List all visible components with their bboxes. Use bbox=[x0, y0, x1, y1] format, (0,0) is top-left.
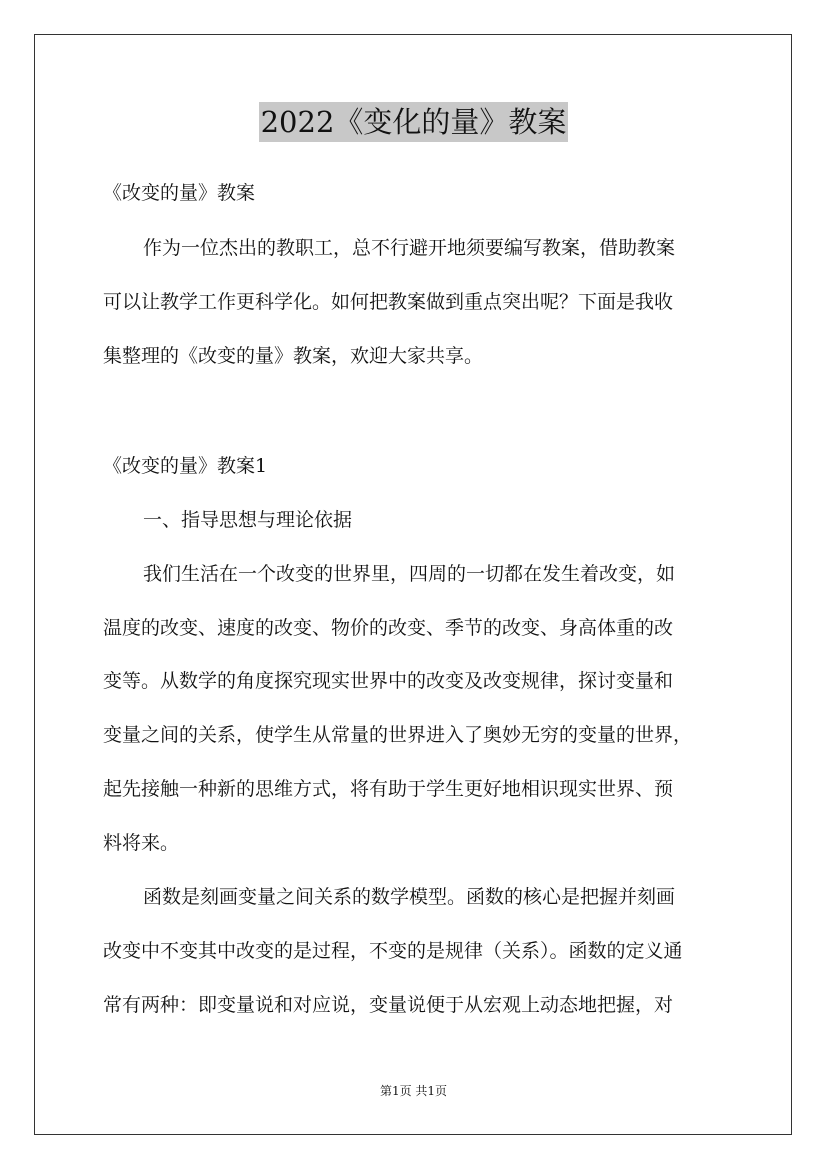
paragraph2-line-1: 函数是刻画变量之间关系的数学模型。函数的核心是把握并刻画 bbox=[143, 886, 676, 908]
title-wrap bbox=[0, 102, 827, 142]
paragraph1-line-5: 起先接触一种新的思维方式，将有助于学生更好地相识现实世界、预 bbox=[103, 778, 674, 800]
intro-line-1: 作为一位杰出的教职工，总不行避开地须要编写教案，借助教案 bbox=[143, 237, 676, 259]
intro-line-3: 集整理的《改变的量》教案，欢迎大家共享。 bbox=[103, 345, 484, 367]
paragraph2-line-2: 改变中不变其中改变的是过程，不变的是规律（关系）。函数的定义通 bbox=[103, 940, 683, 962]
paragraph2-line-3: 常有两种：即变量说和对应说，变量说便于从宏观上动态地把握，对 bbox=[103, 994, 674, 1016]
page-footer: 第1页 共1页 bbox=[379, 1084, 448, 1098]
intro-line-2: 可以让教学工作更科学化。如何把教案做到重点突出呢？下面是我收 bbox=[103, 291, 674, 313]
document-subtitle: 《改变的量》教案 bbox=[103, 182, 256, 204]
paragraph1-line-2: 温度的改变、速度的改变、物价的改变、季节的改变、身高体重的改 bbox=[103, 617, 674, 639]
document-title: 2022《变化的量》教案 bbox=[259, 102, 569, 142]
paragraph1-line-6: 料将来。 bbox=[103, 832, 180, 854]
paragraph1-line-3: 变等。从数学的角度探究现实世界中的改变及改变规律，探讨变量和 bbox=[103, 670, 674, 692]
subheading: 一、指导思想与理论依据 bbox=[143, 509, 353, 531]
paragraph1-line-4: 变量之间的关系，使学生从常量的世界进入了奥妙无穷的变量的世界， bbox=[103, 724, 693, 746]
section-heading: 《改变的量》教案1 bbox=[103, 455, 268, 477]
paragraph1-line-1: 我们生活在一个改变的世界里，四周的一切都在发生着改变，如 bbox=[143, 563, 676, 585]
